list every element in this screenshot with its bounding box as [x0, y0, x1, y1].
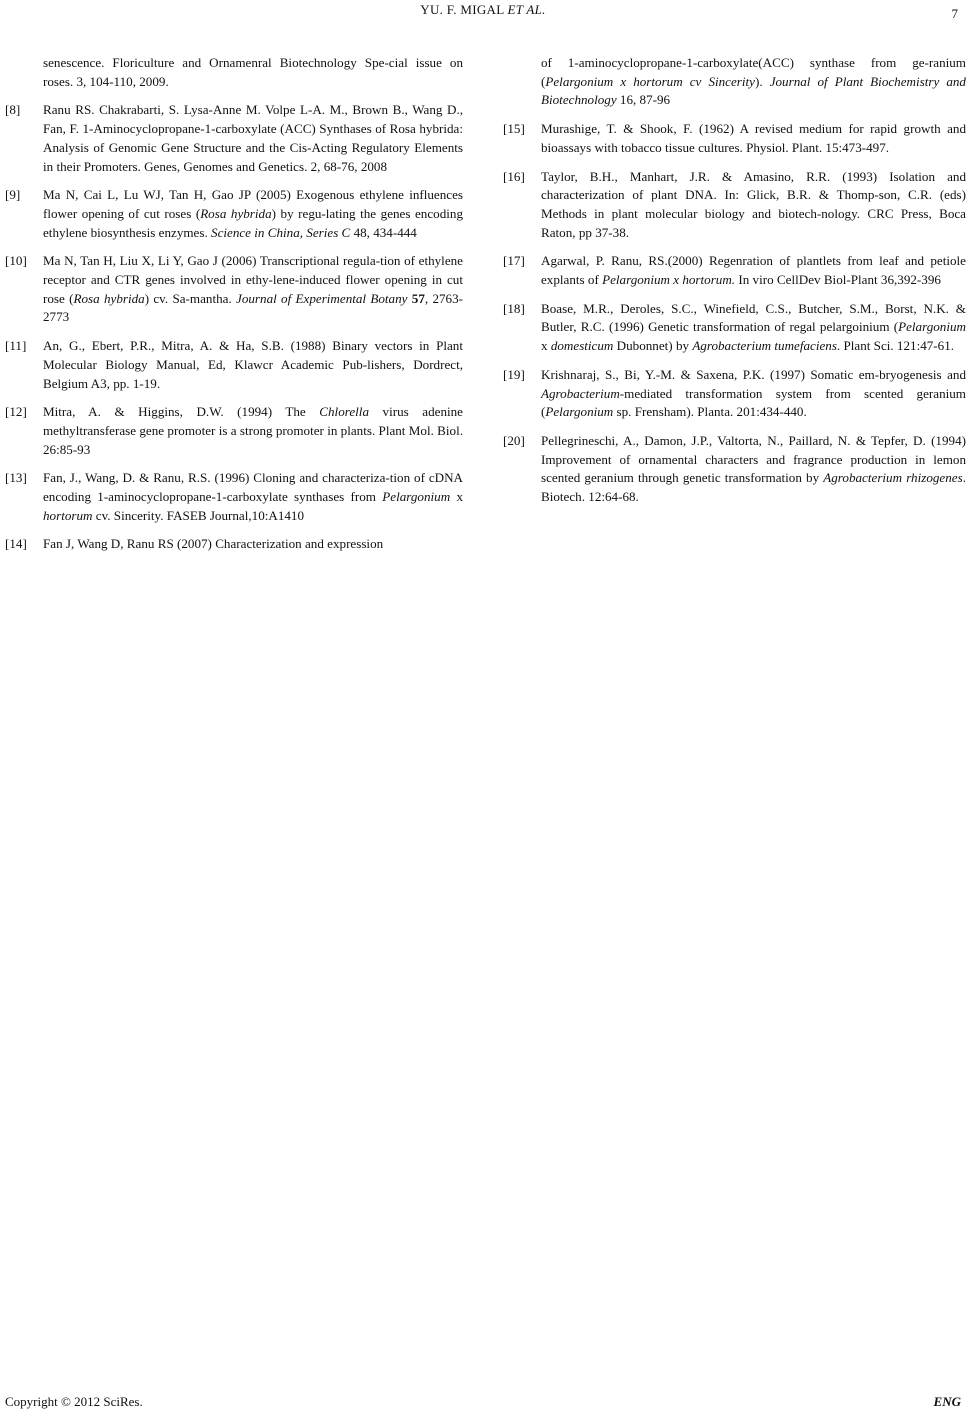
- page-number: 7: [951, 6, 958, 21]
- text-run: Ranu RS. Chakrabarti, S. Lysa-Anne M. Volpe L-A. M., Brown B., Wang D., Fan, F. 1-Aminocyclopropane-1-carboxylate (ACC) Synthases of Rosa hybrida: Analysis of Genomic Gene Structure and the Cis-Acting Regulatory Elements in their Promoters. Genes, Genomes and Genetics. 2, 68-76, 2008: [43, 102, 463, 174]
- bold-text: 57: [411, 290, 425, 306]
- running-title-authors: YU. F. MIGAL: [420, 2, 508, 17]
- reference-entry: [5, 252, 463, 327]
- text-run: In viro CellDev Biol-Plant 36,392-396: [735, 272, 941, 288]
- text-run: Taylor, B.H., Manhart, J.R. & Amasino, R.R. (1993) Isolation and characterization of plant DNA. In: Glick, B.R. & Thomp-son, C.R. (eds) Methods in plant molecular biology and biotech-nology. CRC Press, Boca Raton, pp 37-38.: [541, 168, 966, 240]
- reference-text: [541, 366, 966, 422]
- right-reference-list: [503, 120, 966, 507]
- reference-number: [19]: [503, 366, 525, 382]
- reference-text: [541, 120, 966, 157]
- italic-text: hortorum: [43, 507, 93, 523]
- text-run: Boase, M.R., Deroles, S.C., Winefield, C.S., Butcher, S.M., Borst, N.K. & Butler, R.C. (1996) Genetic transformation of regal pelargoinium (: [541, 300, 966, 335]
- italic-text: domesticum: [550, 338, 614, 354]
- text-run: Ma N, Cai L, Lu WJ, Tan H, Gao JP (2005) Exogenous ethylene influences flower opening of cut roses (: [43, 187, 463, 221]
- reference-entry: [503, 366, 966, 422]
- italic-text: Agrobacterium tumefaciens: [692, 338, 837, 354]
- italic-text: Science in China, Series C: [211, 224, 351, 240]
- text-run: , 2763-2773: [43, 290, 463, 325]
- reference-text: [43, 535, 463, 554]
- text-run: 16, 87-96: [616, 92, 671, 108]
- running-title: [0, 2, 966, 18]
- text-run: Krishnaraj, S., Bi, Y.-M. & Saxena, P.K. (1997) Somatic em-bryogenesis and: [541, 366, 966, 382]
- text-run: An, G., Ebert, P.R., Mitra, A. & Ha, S.B. (1988) Binary vectors in Plant Molecular Biology Manual, Ed, Klawcr Academic Pub-lishers, Dordrect, Belgium A3, pp. 1-19.: [43, 338, 463, 391]
- text-run: Mitra, A. & Higgins, D.W. (1994) The: [43, 404, 320, 420]
- reference-number: [8]: [5, 102, 21, 118]
- reference-text: [541, 252, 966, 289]
- italic-text: Journal of Plant Biochemistry and Biotechnology: [541, 73, 966, 108]
- right-column: [503, 54, 966, 517]
- reference-continuation: [503, 54, 966, 110]
- reference-number: [12]: [5, 404, 27, 420]
- reference-text: [43, 403, 463, 459]
- text-run: . Biotech. 12:64-68.: [541, 470, 966, 505]
- left-reference-list: [5, 101, 463, 554]
- text-run: -mediated transformation system from scented geranium (: [541, 385, 966, 420]
- reference-text: [541, 432, 966, 507]
- reference-text: [43, 469, 463, 525]
- text-run: Fan, J., Wang, D. & Ranu, R.S. (1996) Cloning and characteriza-tion of cDNA encoding 1-aminocyclopropane-1-carboxylate synthases from: [43, 470, 463, 505]
- text-run: Fan J, Wang D, Ranu RS (2007) Characterization and expression: [43, 536, 384, 552]
- journal-abbreviation: ENG: [933, 1394, 961, 1409]
- reference-continuation-text: senescence. Floriculture and Ornamenral Biotechnology Spe-cial issue on roses. 3, 104-110, 2009.: [43, 55, 463, 89]
- reference-text: [43, 337, 463, 393]
- text-run: Pellegrineschi, A., Damon, J.P., Valtorta, N., Paillard, N. & Tepfer, D. (1994) Improvement of ornamental characters and fragrance production in lemon scented geranium through genetic transformation by: [541, 432, 966, 486]
- reference-number: [11]: [5, 338, 27, 354]
- reference-number: [14]: [5, 536, 27, 552]
- reference-entry: [503, 120, 966, 157]
- text-run: sp. Frensham). Planta. 201:434-440.: [613, 404, 807, 420]
- reference-text: [541, 168, 966, 243]
- reference-number: [18]: [503, 300, 525, 316]
- text-run: virus adenine methyltransferase gene promoter is a strong promoter in plants. Plant Mol. Biol. 26:85-93: [43, 404, 463, 457]
- reference-number: [13]: [5, 470, 27, 486]
- italic-text: Agrobacterium: [541, 385, 620, 401]
- page-footer: [0, 1394, 966, 1412]
- italic-text: Pelargonium x hortorum.: [602, 272, 736, 288]
- text-run: Agarwal, P. Ranu, RS.(2000) Regenration of plantlets from leaf and petiole explants of: [541, 253, 966, 288]
- reference-entry: [503, 168, 966, 243]
- reference-continuation-text: [541, 54, 966, 110]
- text-run: of 1-aminocyclopropane-1-carboxylate(ACC) synthase from ge-ranium (: [541, 55, 966, 89]
- text-run: Murashige, T. & Shook, F. (1962) A revised medium for rapid growth and bioassays with tobacco tissue cultures. Physiol. Plant. 15:473-497.: [541, 121, 966, 155]
- text-run: 48, 434-444: [350, 224, 417, 240]
- reference-number: [15]: [503, 121, 525, 137]
- reference-entry: [503, 300, 966, 356]
- reference-number: [16]: [503, 168, 525, 184]
- reference-continuation: [5, 54, 463, 91]
- italic-text: Pelargonium: [898, 319, 966, 335]
- italic-text: Pelargonium: [382, 489, 451, 505]
- text-run: . Plant Sci. 121:47-61.: [836, 338, 955, 354]
- reference-entry: [5, 186, 463, 242]
- italic-text: Pelargonium x hortorum cv Sincerity: [545, 73, 755, 89]
- reference-entry: [503, 432, 966, 507]
- text-run: cv. Sincerity. FASEB Journal,10:A1410: [92, 507, 305, 523]
- reference-entry: [5, 101, 463, 176]
- italic-text: Agrobacterium rhizogenes: [823, 470, 963, 486]
- reference-text: [43, 252, 463, 327]
- reference-number: [20]: [503, 432, 525, 448]
- text-run: ).: [754, 73, 770, 89]
- reference-text: [43, 101, 463, 176]
- left-column: [5, 54, 463, 564]
- text-run: x: [450, 489, 464, 505]
- italic-text: Journal of Experimental Botany: [236, 290, 408, 306]
- text-run: x: [541, 338, 551, 354]
- reference-entry: [5, 403, 463, 459]
- reference-number: [17]: [503, 253, 525, 269]
- text-run: Dubonnet) by: [613, 338, 693, 354]
- reference-entry: [5, 535, 463, 554]
- reference-entry: [503, 252, 966, 289]
- copyright-notice: Copyright © 2012 SciRes.: [5, 1394, 143, 1409]
- italic-text: Chlorella: [319, 404, 369, 420]
- italic-text: Pelargonium: [545, 404, 614, 420]
- running-title-et-al: ET AL.: [507, 2, 546, 17]
- italic-text: Rosa hybrida: [73, 290, 145, 306]
- text-run: ) cv. Sa-mantha.: [144, 290, 237, 306]
- text-run: ) by regu-lating the genes encoding ethylene biosynthesis enzymes.: [43, 205, 463, 240]
- reference-number: [10]: [5, 253, 27, 269]
- reference-text: [43, 186, 463, 242]
- reference-entry: [5, 337, 463, 393]
- reference-entry: [5, 469, 463, 525]
- reference-text: [541, 300, 966, 356]
- page-header: [0, 0, 966, 20]
- text-run: Ma N, Tan H, Liu X, Li Y, Gao J (2006) Transcriptional regula-tion of ethylene receptor and CTR genes involved in ethy-lene-induced flower opening in cut rose (: [43, 253, 463, 306]
- italic-text: Rosa hybrida: [200, 205, 272, 221]
- reference-number: [9]: [5, 187, 21, 203]
